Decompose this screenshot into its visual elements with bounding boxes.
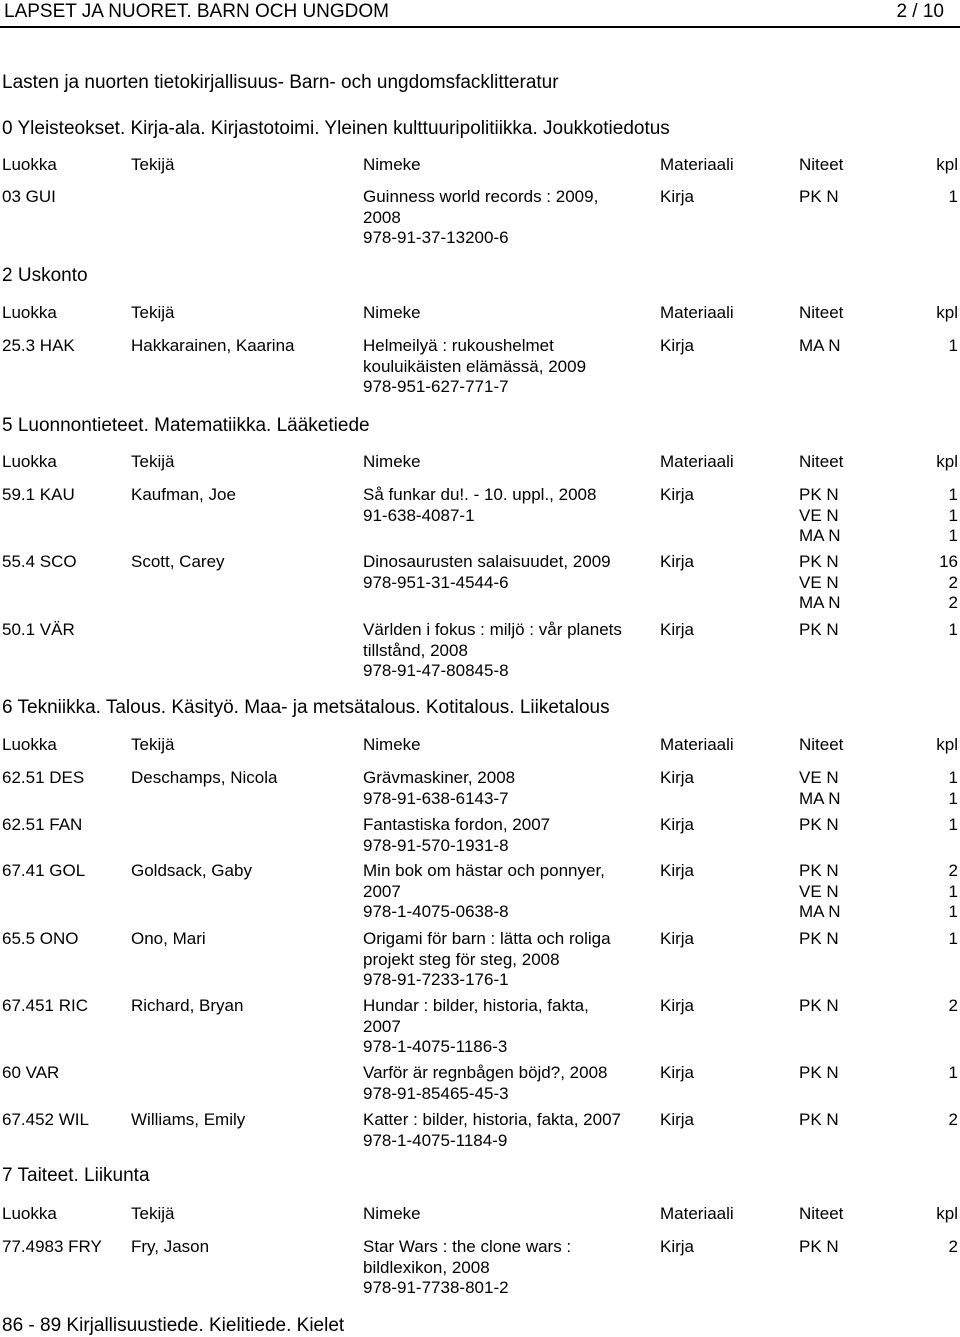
column-kpl: kpl — [936, 303, 958, 322]
entry-niteet-line: MA N — [799, 526, 841, 545]
entry-niteet-line: PK N — [799, 485, 839, 504]
entry-nimeke-line: 978-1-4075-1184-9 — [363, 1130, 508, 1150]
entry-niteet-line: PK N — [799, 861, 839, 880]
entry-luokka: 67.41 GOL — [2, 861, 86, 880]
column-header-row — [0, 452, 960, 474]
column-materiaali: Materiaali — [660, 1204, 734, 1223]
entry-tekija: Goldsack, Gaby — [131, 861, 252, 880]
entry-kpl — [949, 1110, 958, 1131]
entry-kpl-line: 1 — [948, 929, 958, 948]
column-header-row — [0, 735, 960, 757]
entry-nimeke — [363, 620, 653, 682]
entry-niteet-line: PK N — [799, 187, 839, 206]
entry-kpl-line: 2 — [948, 593, 958, 612]
entry-niteet-line: PK N — [799, 815, 839, 834]
entry-kpl — [949, 815, 958, 836]
entry-kpl — [949, 485, 958, 547]
entry-luokka: 60 VAR — [2, 1063, 60, 1082]
entry-materiaali: Kirja — [660, 1063, 695, 1082]
entry-kpl-line: 1 — [948, 768, 958, 787]
entry-luokka: 55.4 SCO — [2, 552, 77, 571]
entry-kpl-line: 1 — [948, 336, 958, 355]
entry-kpl-line: 16 — [939, 552, 958, 571]
column-header-row — [0, 303, 960, 325]
entry-nimeke-line: 978-1-4075-1186-3 — [363, 1037, 508, 1056]
entry-materiaali: Kirja — [660, 552, 695, 571]
entry-nimeke-line: 978-91-47-80845-8 — [363, 661, 509, 680]
entry-luokka: 65.5 ONO — [2, 929, 79, 948]
column-materiaali: Materiaali — [660, 735, 734, 754]
entry-luokka: 77.4983 FRY — [2, 1237, 102, 1256]
entry-nimeke-line: Hundar : bilder, historia, fakta, — [363, 996, 589, 1015]
entry-nimeke-line: 2007 — [363, 881, 401, 901]
entry-niteet-line: MA N — [799, 593, 841, 612]
entry-materiaali: Kirja — [660, 996, 695, 1015]
entry-nimeke-line: Helmeilyä : rukoushelmet — [363, 336, 554, 355]
entry-luokka: 50.1 VÄR — [2, 620, 75, 639]
entry-kpl — [949, 996, 958, 1017]
section-title: 2 Uskonto — [2, 265, 88, 286]
entry-niteet-line: VE N — [799, 768, 839, 787]
entry-kpl — [939, 552, 958, 614]
entry-materiaali: Kirja — [660, 861, 695, 880]
column-nimeke: Nimeke — [363, 452, 421, 471]
entry-niteet-line: VE N — [799, 572, 839, 592]
entry-luokka: 25.3 HAK — [2, 336, 75, 355]
section-title: 5 Luonnontieteet. Matematiikka. Lääketiede — [2, 415, 370, 436]
entry-nimeke — [363, 996, 653, 1058]
entry-kpl-line: 1 — [948, 881, 958, 901]
entry-nimeke-line: bildlexikon, 2008 — [363, 1257, 490, 1277]
entry-niteet — [799, 552, 841, 614]
entry-nimeke-line: 978-951-627-771-7 — [363, 377, 509, 396]
column-kpl: kpl — [936, 1204, 958, 1223]
entry-niteet-line: PK N — [799, 1110, 839, 1129]
entry-nimeke-line: Dinosaurusten salaisuudet, 2009 — [363, 552, 611, 571]
entry-kpl — [949, 336, 958, 357]
column-nimeke: Nimeke — [363, 735, 421, 754]
entry-niteet-line: PK N — [799, 620, 839, 639]
entry-luokka: 62.51 DES — [2, 768, 85, 787]
entry-nimeke-line: tillstånd, 2008 — [363, 640, 468, 660]
entry-niteet — [799, 861, 841, 923]
entry-nimeke — [363, 1237, 653, 1299]
entry-nimeke-line: Så funkar du!. - 10. uppl., 2008 — [363, 485, 597, 504]
entry-niteet-line: VE N — [799, 881, 839, 901]
entry-niteet — [799, 815, 839, 836]
column-luokka: Luokka — [2, 155, 57, 174]
entry-kpl — [949, 768, 958, 809]
entry-materiaali: Kirja — [660, 768, 695, 787]
entry-tekija: Hakkarainen, Kaarina — [131, 336, 295, 355]
entry-tekija: Richard, Bryan — [131, 996, 244, 1015]
column-kpl: kpl — [936, 452, 958, 471]
entry-luokka: 67.451 RIC — [2, 996, 88, 1015]
entry-materiaali: Kirja — [660, 187, 695, 206]
section-title: 7 Taiteet. Liikunta — [2, 1165, 150, 1186]
entry-nimeke-line: 978-951-31-4544-6 — [363, 572, 509, 592]
column-niteet: Niteet — [799, 155, 844, 174]
entry-luokka: 62.51 FAN — [2, 815, 83, 834]
entry-niteet — [799, 485, 841, 547]
entry-nimeke-line: Origami för barn : lätta och roliga — [363, 929, 611, 948]
entry-materiaali: Kirja — [660, 815, 695, 834]
entry-kpl-line: 1 — [948, 485, 958, 504]
entry-tekija: Kaufman, Joe — [131, 485, 236, 504]
column-niteet: Niteet — [799, 303, 844, 322]
entry-niteet-line: PK N — [799, 996, 839, 1015]
column-kpl: kpl — [936, 735, 958, 754]
entry-tekija: Scott, Carey — [131, 552, 225, 571]
entry-niteet-line: PK N — [799, 1237, 839, 1256]
entry-niteet-line: PK N — [799, 552, 839, 571]
entry-nimeke-line: projekt steg för steg, 2008 — [363, 949, 560, 969]
entry-nimeke-line: Grävmaskiner, 2008 — [363, 768, 516, 787]
entry-niteet-line: PK N — [799, 929, 839, 948]
entry-niteet-line: VE N — [799, 505, 839, 525]
column-niteet: Niteet — [799, 735, 844, 754]
entry-luokka: 59.1 KAU — [2, 485, 75, 504]
section-title: 86 - 89 Kirjallisuustiede. Kielitiede. Kielet — [2, 1315, 345, 1336]
entry-niteet — [799, 929, 839, 950]
column-luokka: Luokka — [2, 735, 57, 754]
column-tekija: Tekijä — [131, 452, 175, 471]
column-tekija: Tekijä — [131, 735, 175, 754]
entry-materiaali: Kirja — [660, 929, 695, 948]
entry-nimeke-line: 91-638-4087-1 — [363, 505, 475, 525]
entry-nimeke — [363, 1110, 653, 1151]
column-header-row — [0, 1204, 960, 1226]
entry-kpl-line: 2 — [948, 572, 958, 592]
entry-tekija: Ono, Mari — [131, 929, 206, 948]
entry-kpl-line: 1 — [948, 902, 958, 921]
column-materiaali: Materiaali — [660, 452, 734, 471]
entry-niteet — [799, 620, 839, 641]
list-title: Lasten ja nuorten tietokirjallisuus- Barn- och ungdomsfacklitteratur — [2, 72, 559, 93]
entry-kpl-line: 1 — [948, 505, 958, 525]
header-rule — [0, 26, 960, 28]
entry-kpl-line: 2 — [948, 996, 958, 1015]
entry-nimeke-line: Min bok om hästar och ponnyer, — [363, 861, 605, 880]
entry-niteet — [799, 1237, 839, 1258]
entry-nimeke — [363, 485, 653, 526]
column-luokka: Luokka — [2, 1204, 57, 1223]
entry-kpl — [949, 620, 958, 641]
section-title: 0 Yleisteokset. Kirja-ala. Kirjastotoimi. Yleinen kulttuuripolitiikka. Joukkotiedotus — [2, 118, 670, 139]
document-title: LAPSET JA NUORET. BARN OCH UNGDOM — [4, 1, 389, 22]
entry-materiaali: Kirja — [660, 620, 695, 639]
entry-kpl-line: 1 — [948, 1063, 958, 1082]
entry-kpl — [949, 1063, 958, 1084]
entry-nimeke-line: 2007 — [363, 1016, 401, 1036]
entry-nimeke-line: 978-91-37-13200-6 — [363, 228, 509, 247]
entry-kpl-line: 1 — [948, 815, 958, 834]
entry-kpl — [949, 929, 958, 950]
entry-luokka: 67.452 WIL — [2, 1110, 89, 1129]
entry-nimeke-line: 978-91-85465-45-3 — [363, 1083, 509, 1103]
column-materiaali: Materiaali — [660, 155, 734, 174]
entry-nimeke — [363, 929, 653, 991]
entry-nimeke-line: 978-91-7738-801-2 — [363, 1278, 509, 1297]
column-niteet: Niteet — [799, 1204, 844, 1223]
entry-nimeke-line: 2008 — [363, 207, 401, 227]
entry-nimeke-line: Fantastiska fordon, 2007 — [363, 815, 551, 834]
entry-niteet-line: PK N — [799, 1063, 839, 1082]
entry-niteet — [799, 187, 839, 208]
column-header-row — [0, 155, 960, 177]
entry-nimeke-line: 978-91-7233-176-1 — [363, 970, 509, 989]
entry-nimeke-line: 978-91-638-6143-7 — [363, 788, 509, 808]
column-niteet: Niteet — [799, 452, 844, 471]
entry-kpl-line: 2 — [948, 1237, 958, 1256]
entry-nimeke — [363, 768, 653, 809]
entry-nimeke-line: kouluikäisten elämässä, 2009 — [363, 356, 587, 376]
entry-niteet — [799, 1110, 839, 1131]
entry-nimeke-line: 978-1-4075-0638-8 — [363, 902, 509, 921]
entry-nimeke — [363, 1063, 653, 1104]
entry-nimeke-line: Guinness world records : 2009, — [363, 187, 599, 206]
entry-kpl — [949, 861, 958, 923]
entry-nimeke-line: Världen i fokus : miljö : vår planets — [363, 620, 622, 639]
entry-niteet-line: MA N — [799, 336, 841, 355]
entry-niteet — [799, 996, 839, 1017]
entry-nimeke-line: Katter : bilder, historia, fakta, 2007 — [363, 1110, 621, 1129]
entry-materiaali: Kirja — [660, 485, 695, 504]
entry-kpl — [949, 1237, 958, 1258]
entry-niteet — [799, 1063, 839, 1084]
entry-kpl — [949, 187, 958, 208]
entry-nimeke — [363, 187, 653, 249]
entry-kpl-line: 1 — [948, 187, 958, 206]
entry-nimeke-line: Star Wars : the clone wars : — [363, 1237, 572, 1256]
column-nimeke: Nimeke — [363, 1204, 421, 1223]
entry-niteet-line: MA N — [799, 788, 841, 808]
column-luokka: Luokka — [2, 452, 57, 471]
column-luokka: Luokka — [2, 303, 57, 322]
entry-materiaali: Kirja — [660, 336, 695, 355]
column-tekija: Tekijä — [131, 155, 175, 174]
entry-nimeke-line: 978-91-570-1931-8 — [363, 835, 509, 855]
entry-niteet-line: MA N — [799, 902, 841, 921]
entry-nimeke — [363, 861, 653, 923]
entry-tekija: Fry, Jason — [131, 1237, 210, 1256]
section-title: 6 Tekniikka. Talous. Käsityö. Maa- ja metsätalous. Kotitalous. Liiketalous — [2, 697, 610, 718]
page-number: 2 / 10 — [896, 1, 944, 22]
entry-luokka: 03 GUI — [2, 187, 56, 206]
entry-niteet — [799, 768, 841, 809]
entry-kpl-line: 1 — [948, 620, 958, 639]
entry-materiaali: Kirja — [660, 1110, 695, 1129]
entry-tekija: Williams, Emily — [131, 1110, 246, 1129]
entry-kpl-line: 2 — [948, 861, 958, 880]
column-materiaali: Materiaali — [660, 303, 734, 322]
column-nimeke: Nimeke — [363, 155, 421, 174]
entry-tekija: Deschamps, Nicola — [131, 768, 278, 787]
entry-nimeke — [363, 552, 653, 593]
column-nimeke: Nimeke — [363, 303, 421, 322]
entry-niteet — [799, 336, 841, 357]
entry-nimeke — [363, 336, 653, 398]
entry-nimeke-line: Varför är regnbågen böjd?, 2008 — [363, 1063, 608, 1082]
column-tekija: Tekijä — [131, 1204, 175, 1223]
column-kpl: kpl — [936, 155, 958, 174]
entry-kpl-line: 1 — [948, 788, 958, 808]
column-tekija: Tekijä — [131, 303, 175, 322]
entry-kpl-line: 1 — [948, 526, 958, 545]
entry-kpl-line: 2 — [948, 1110, 958, 1129]
entry-nimeke — [363, 815, 653, 856]
entry-materiaali: Kirja — [660, 1237, 695, 1256]
page-header — [0, 0, 960, 24]
